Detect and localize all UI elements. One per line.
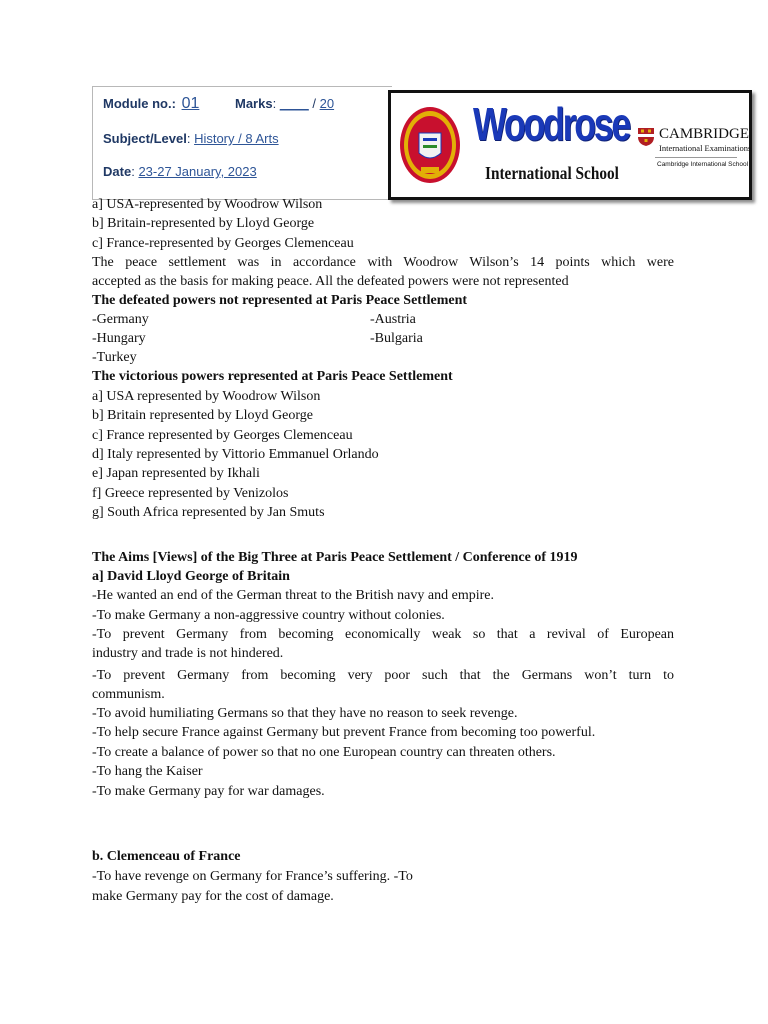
lloyd-point: -To make Germany pay for war damages.: [92, 784, 325, 799]
date-value: 23-27 January, 2023: [138, 164, 257, 179]
lloyd-point: -To make Germany a non-aggressive country without colonies.: [92, 608, 445, 623]
date-label: Date: [103, 164, 132, 179]
marks-blank: ____: [279, 96, 309, 111]
victorious-item: d] Italy represented by Vittorio Emmanuel Orlando: [92, 447, 379, 462]
clemenceau-point: make Germany pay for the cost of damage.: [92, 889, 334, 904]
rep-france-line: c] France-represented by Georges Clemenceau: [92, 236, 354, 251]
module-value: 01: [181, 95, 200, 112]
lloyd-point: -To hang the Kaiser: [92, 764, 203, 779]
lloyd-point-continued: industry and trade is not hindered.: [92, 646, 284, 661]
victorious-powers-heading: The victorious powers represented at Paris Peace Settlement: [92, 369, 453, 384]
defeated-powers-heading: The defeated powers not represented at Paris Peace Settlement: [92, 293, 468, 308]
victorious-item: e] Japan represented by Ikhali: [92, 466, 260, 481]
victorious-item: f] Greece represented by Venizolos: [92, 486, 289, 501]
victorious-item: g] South Africa represented by Jan Smuts: [92, 505, 325, 520]
school-subtitle: International School: [485, 163, 619, 183]
peace-settlement-para-line2: accepted as the basis for making peace. All the defeated powers were not represented: [92, 274, 569, 289]
defeated-item: -Germany: [92, 312, 149, 327]
cambridge-name: CAMBRIDGE: [659, 126, 750, 142]
cambridge-school-label: Cambridge International School: [657, 161, 749, 168]
cambridge-shield-icon: [637, 127, 655, 147]
subject-label: Subject/Level: [103, 131, 187, 146]
marks-separator: :: [272, 96, 277, 111]
lloyd-george-heading: a] David Lloyd George of Britain: [92, 569, 290, 584]
peace-settlement-para-line1: The peace settlement was in accordance with Woodrow Wilson’s 14 points which were: [92, 255, 674, 270]
date-row: [103, 164, 257, 179]
cambridge-subtitle: International Examinations: [659, 143, 752, 153]
marks-slash: /: [312, 96, 316, 111]
defeated-item: -Hungary: [92, 331, 146, 346]
lloyd-point: -To help secure France against Germany but prevent France from becoming too powerful.: [92, 725, 596, 740]
lloyd-point: -To avoid humiliating Germans so that they have no reason to seek revenge.: [92, 706, 518, 721]
lloyd-point: -To prevent Germany from becoming economically weak so that a revival of European: [92, 627, 674, 642]
subject-separator: :: [186, 131, 191, 146]
school-name: Woodrose: [473, 98, 630, 150]
rep-britain-line: b] Britain-represented by Lloyd George: [92, 216, 315, 231]
defeated-item: -Austria: [370, 312, 416, 327]
marks-total: 20: [319, 96, 335, 111]
header-info-box: [92, 86, 392, 200]
lloyd-point: -He wanted an end of the German threat to the British navy and empire.: [92, 588, 494, 603]
victorious-item: b] Britain represented by Lloyd George: [92, 408, 313, 423]
school-logo-banner: [388, 90, 752, 200]
victorious-item: c] France represented by Georges Clemenceau: [92, 428, 353, 443]
module-label: Module no.:: [103, 96, 176, 111]
date-separator: :: [131, 164, 135, 179]
aims-heading: The Aims [Views] of the Big Three at Paris Peace Settlement / Conference of 1919: [92, 550, 578, 565]
subject-value: History / 8 Arts: [194, 131, 279, 146]
victorious-item: a] USA represented by Woodrow Wilson: [92, 389, 321, 404]
lloyd-point: -To prevent Germany from becoming very poor such that the Germans won’t turn to: [92, 668, 674, 683]
subject-row: [103, 131, 279, 146]
lloyd-point: -To create a balance of power so that no one European country can threaten others.: [92, 745, 556, 760]
marks-label: Marks: [234, 96, 273, 111]
module-row: [103, 95, 334, 113]
defeated-item: -Turkey: [92, 350, 137, 365]
clemenceau-heading: b. Clemenceau of France: [92, 849, 241, 864]
lloyd-point-continued: communism.: [92, 687, 165, 702]
rep-usa-line: a] USA-represented by Woodrow Wilson: [92, 197, 323, 212]
clemenceau-point: -To have revenge on Germany for France’s suffering. -To: [92, 869, 413, 884]
defeated-item: -Bulgaria: [370, 331, 423, 346]
cambridge-divider: [655, 157, 737, 158]
school-seal-icon: [399, 105, 461, 185]
